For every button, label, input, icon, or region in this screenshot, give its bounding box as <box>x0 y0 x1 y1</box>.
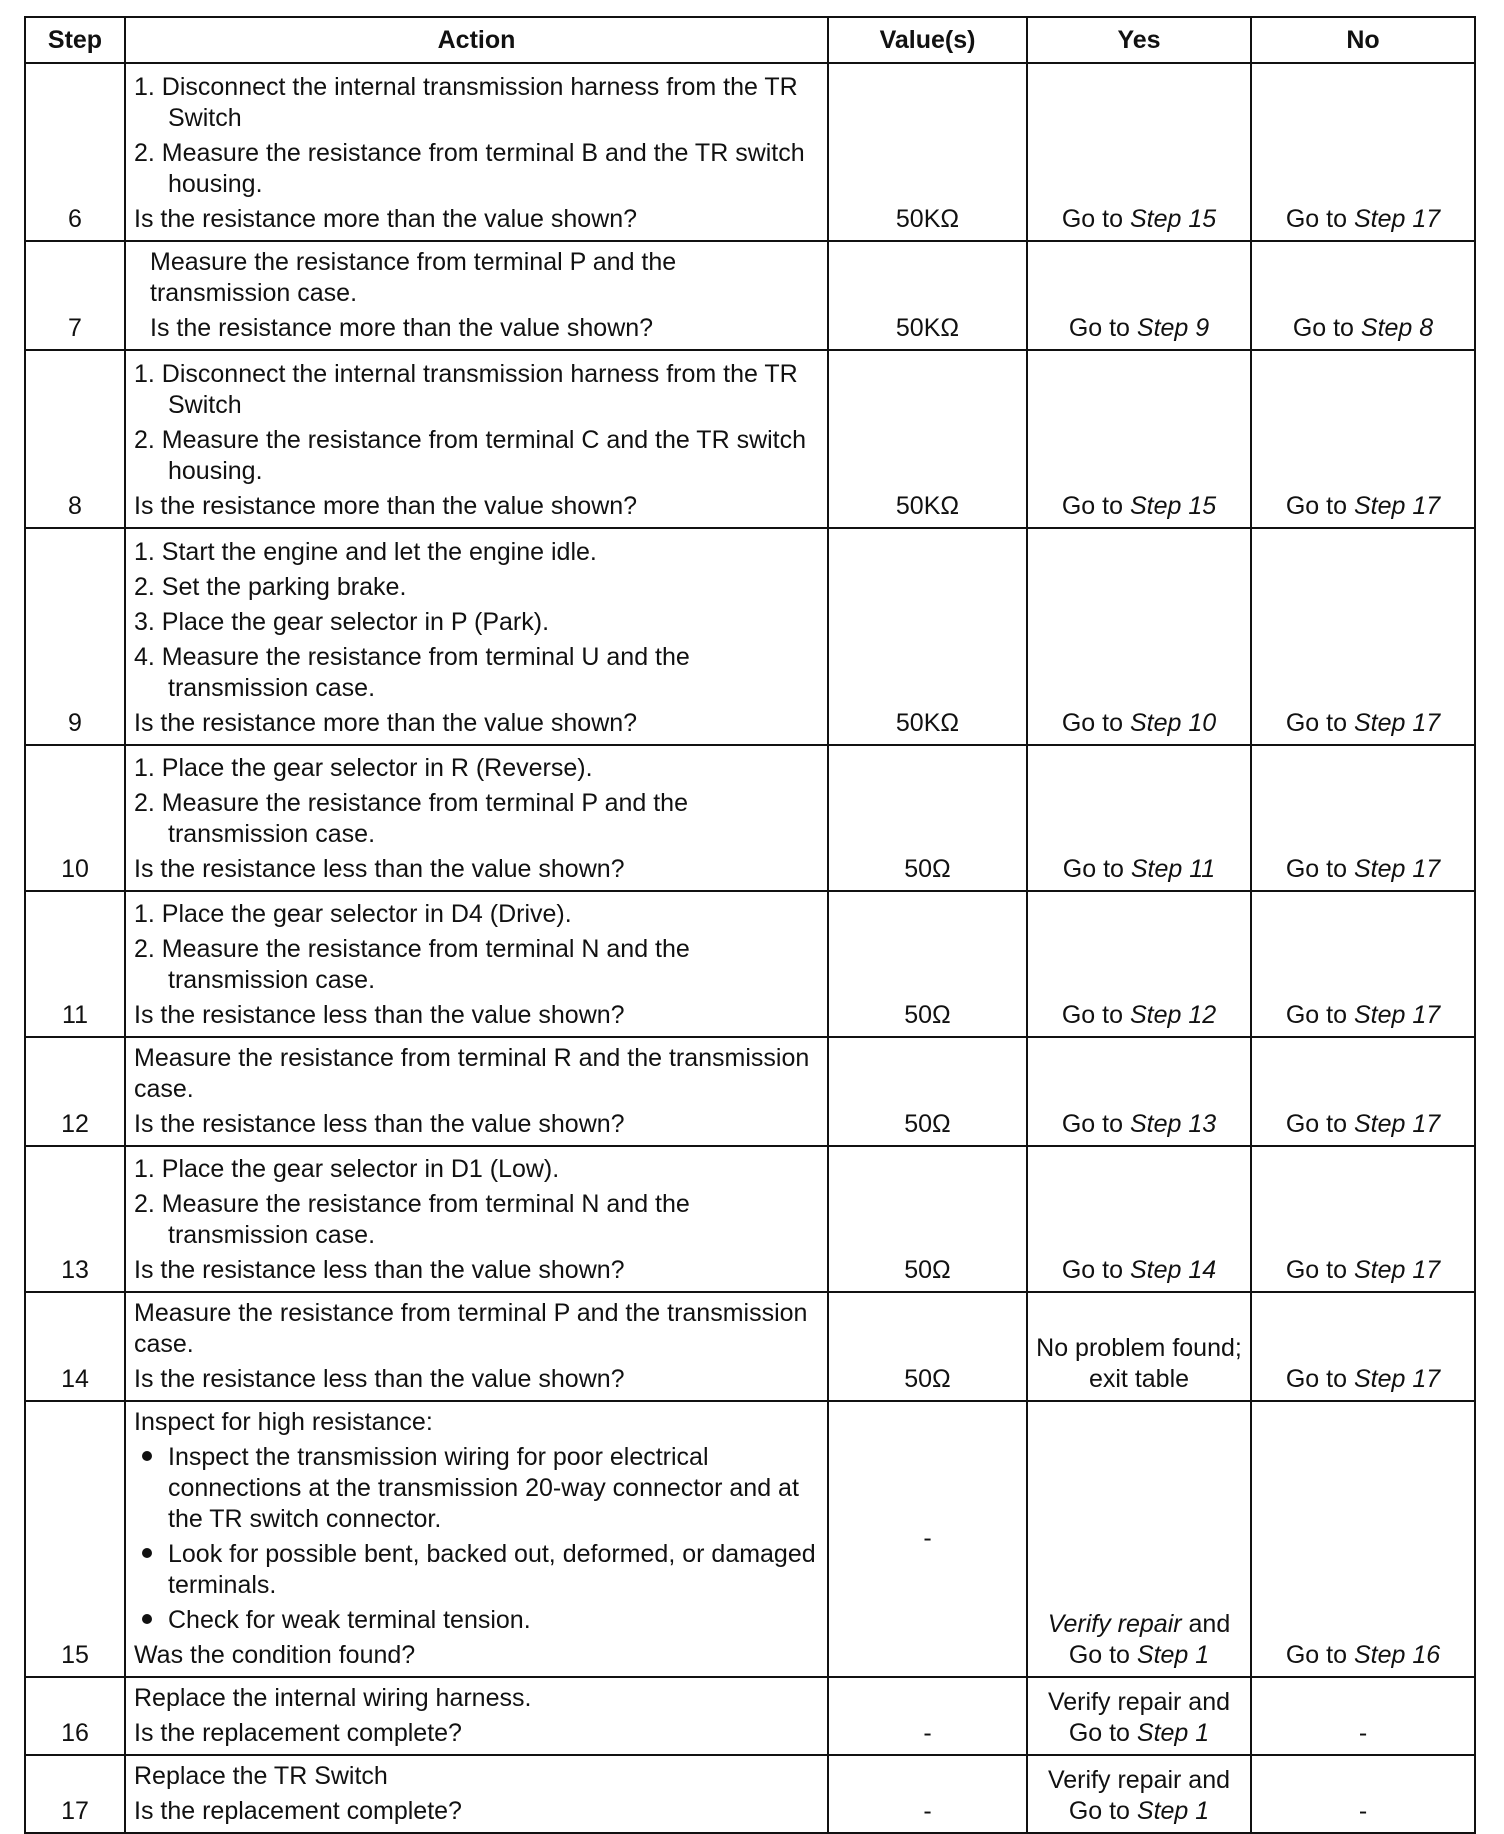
header-step: Step <box>25 17 125 63</box>
action-text: Measure the resistance from terminal P and the transmission case. <box>150 248 677 307</box>
action-question: Is the resistance less than the value shown? <box>134 1110 625 1138</box>
table-row <box>25 350 1475 528</box>
step-link: Step 10 <box>1129 709 1217 737</box>
value-cell: 50Ω <box>828 891 1027 1037</box>
yes-cell: Verify repair and Go to Step 1 <box>1027 1755 1251 1833</box>
no-cell: Go to Step 17 <box>1251 1292 1475 1401</box>
action-text: Measure the resistance from terminal P and the transmission case. <box>134 1299 808 1358</box>
action-question: Is the resistance less than the value shown? <box>134 1001 625 1029</box>
action-cell <box>125 241 828 350</box>
step-link: Step 16 <box>1353 1641 1441 1669</box>
no-cell: Go to Step 17 <box>1251 745 1475 891</box>
action-item: 2. Measure the resistance from terminal N and the transmission case. <box>134 935 690 994</box>
table-row <box>25 528 1475 745</box>
yes-cell: Go to Step 12 <box>1027 891 1251 1037</box>
table-row <box>25 1677 1475 1755</box>
value-cell: 50KΩ <box>828 528 1027 745</box>
action-item: 2. Measure the resistance from terminal P and the transmission case. <box>134 789 688 848</box>
action-question: Was the condition found? <box>134 1641 416 1669</box>
action-cell <box>125 891 828 1037</box>
bullet-icon <box>142 1614 152 1624</box>
action-item: 1. Disconnect the internal transmission harness from the TR Switch <box>134 73 798 132</box>
yes-cell: Go to Step 15 <box>1027 63 1251 241</box>
step-link: Step 17 <box>1353 492 1441 520</box>
table-row <box>25 1755 1475 1833</box>
bullet-icon <box>142 1451 152 1461</box>
value-cell: 50KΩ <box>828 63 1027 241</box>
table-row <box>25 1401 1475 1677</box>
header-action: Action <box>125 17 828 63</box>
step-number: 17 <box>25 1755 125 1833</box>
action-cell <box>125 63 828 241</box>
table-row <box>25 241 1475 350</box>
action-cell <box>125 350 828 528</box>
no-cell: - <box>1251 1677 1475 1755</box>
value-cell: 50Ω <box>828 745 1027 891</box>
bullet-item: Look for possible bent, backed out, deformed, or damaged terminals. <box>134 1539 819 1601</box>
action-cell <box>125 1755 828 1833</box>
verify-repair-text: Verify repair <box>1047 1610 1182 1638</box>
yes-cell: No problem found; exit table <box>1027 1292 1251 1401</box>
action-item: 3. Place the gear selector in P (Park). <box>134 608 550 636</box>
step-link: Step 15 <box>1129 205 1217 233</box>
step-link: Step 15 <box>1129 492 1217 520</box>
action-cell <box>125 1401 828 1677</box>
action-cell <box>125 1677 828 1755</box>
step-link: Step 17 <box>1353 1001 1441 1029</box>
value-cell: 50Ω <box>828 1292 1027 1401</box>
value-cell: 50KΩ <box>828 241 1027 350</box>
step-number: 13 <box>25 1146 125 1292</box>
action-question: Is the resistance less than the value shown? <box>134 1365 625 1393</box>
step-link: Step 13 <box>1129 1110 1217 1138</box>
action-item: 2. Measure the resistance from terminal C and the TR switch housing. <box>134 426 807 485</box>
bullet-item: Inspect the transmission wiring for poor electrical connections at the transmission 20-way connector and at the TR switch connector. <box>134 1442 819 1535</box>
step-link: Step 11 <box>1130 855 1216 883</box>
action-item: 1. Place the gear selector in R (Reverse). <box>134 754 593 782</box>
value-cell: 50KΩ <box>828 350 1027 528</box>
yes-cell: Verify repair and Go to Step 1 <box>1027 1401 1251 1677</box>
step-number: 7 <box>25 241 125 350</box>
step-link: Step 9 <box>1136 314 1210 342</box>
step-link: Step 1 <box>1136 1719 1210 1747</box>
table-row <box>25 1146 1475 1292</box>
action-cell <box>125 1146 828 1292</box>
yes-cell: Verify repair and Go to Step 1 <box>1027 1677 1251 1755</box>
no-cell: Go to Step 17 <box>1251 1037 1475 1146</box>
action-cell <box>125 1292 828 1401</box>
step-link: Step 1 <box>1136 1797 1210 1825</box>
action-question: Is the resistance more than the value shown? <box>134 205 638 233</box>
action-question: Is the replacement complete? <box>134 1719 462 1747</box>
step-number: 6 <box>25 63 125 241</box>
header-values: Value(s) <box>828 17 1027 63</box>
action-item: 1. Place the gear selector in D4 (Drive). <box>134 900 572 928</box>
no-cell: - <box>1251 1755 1475 1833</box>
value-cell: - <box>828 1755 1027 1833</box>
step-number: 14 <box>25 1292 125 1401</box>
bullet-icon <box>142 1548 152 1558</box>
step-number: 11 <box>25 891 125 1037</box>
no-cell: Go to Step 17 <box>1251 63 1475 241</box>
action-item: 2. Measure the resistance from terminal N and the transmission case. <box>134 1190 690 1249</box>
action-item: 2. Measure the resistance from terminal B and the TR switch housing. <box>134 139 805 198</box>
table-row <box>25 891 1475 1037</box>
step-number: 10 <box>25 745 125 891</box>
action-item: 4. Measure the resistance from terminal U and the transmission case. <box>134 643 690 702</box>
step-number: 8 <box>25 350 125 528</box>
value-cell: 50Ω <box>828 1146 1027 1292</box>
no-cell: Go to Step 17 <box>1251 350 1475 528</box>
action-question: Is the resistance less than the value shown? <box>134 1256 625 1284</box>
action-item: 2. Set the parking brake. <box>134 573 407 601</box>
step-link: Step 1 <box>1136 1641 1210 1669</box>
table-row <box>25 63 1475 241</box>
step-link: Step 17 <box>1353 1110 1441 1138</box>
action-cell <box>125 1037 828 1146</box>
step-link: Step 8 <box>1360 314 1434 342</box>
header-row <box>25 17 1475 63</box>
action-text: Replace the internal wiring harness. <box>134 1684 532 1712</box>
step-number: 16 <box>25 1677 125 1755</box>
action-question: Is the resistance more than the value shown? <box>150 314 654 342</box>
action-text: Replace the TR Switch <box>134 1762 388 1790</box>
step-link: Step 17 <box>1353 205 1441 233</box>
step-link: Step 17 <box>1353 855 1441 883</box>
table-row <box>25 745 1475 891</box>
header-yes: Yes <box>1027 17 1251 63</box>
step-link: Step 17 <box>1353 1365 1441 1393</box>
action-question: Is the resistance more than the value shown? <box>134 492 638 520</box>
action-question: Is the resistance less than the value shown? <box>134 855 625 883</box>
no-cell: Go to Step 17 <box>1251 1146 1475 1292</box>
action-item: 1. Disconnect the internal transmission harness from the TR Switch <box>134 360 798 419</box>
value-cell: - <box>828 1677 1027 1755</box>
header-no: No <box>1251 17 1475 63</box>
action-item: 1. Place the gear selector in D1 (Low). <box>134 1155 560 1183</box>
step-number: 12 <box>25 1037 125 1146</box>
yes-cell: Go to Step 11 <box>1027 745 1251 891</box>
no-cell: Go to Step 17 <box>1251 528 1475 745</box>
step-number: 15 <box>25 1401 125 1677</box>
yes-cell: Go to Step 9 <box>1027 241 1251 350</box>
action-cell <box>125 528 828 745</box>
no-cell: Go to Step 8 <box>1251 241 1475 350</box>
no-cell: Go to Step 17 <box>1251 891 1475 1037</box>
step-link: Step 14 <box>1129 1256 1217 1284</box>
value-cell: - <box>828 1401 1027 1677</box>
action-text: Measure the resistance from terminal R and the transmission case. <box>134 1044 810 1103</box>
step-link: Step 17 <box>1353 709 1441 737</box>
action-item: 1. Start the engine and let the engine idle. <box>134 538 597 566</box>
bullet-item: Check for weak terminal tension. <box>134 1605 819 1636</box>
value-cell: 50Ω <box>828 1037 1027 1146</box>
table-row <box>25 1037 1475 1146</box>
action-text: Inspect for high resistance: <box>134 1408 433 1436</box>
no-cell: Go to Step 16 <box>1251 1401 1475 1677</box>
table-row <box>25 1292 1475 1401</box>
diagnostic-table <box>24 16 1476 1834</box>
action-cell <box>125 745 828 891</box>
step-number: 9 <box>25 528 125 745</box>
step-link: Step 12 <box>1129 1001 1217 1029</box>
yes-cell: Go to Step 13 <box>1027 1037 1251 1146</box>
yes-cell: Go to Step 14 <box>1027 1146 1251 1292</box>
yes-cell: Go to Step 10 <box>1027 528 1251 745</box>
action-question: Is the resistance more than the value shown? <box>134 709 638 737</box>
action-question: Is the replacement complete? <box>134 1797 462 1825</box>
yes-cell: Go to Step 15 <box>1027 350 1251 528</box>
step-link: Step 17 <box>1353 1256 1441 1284</box>
